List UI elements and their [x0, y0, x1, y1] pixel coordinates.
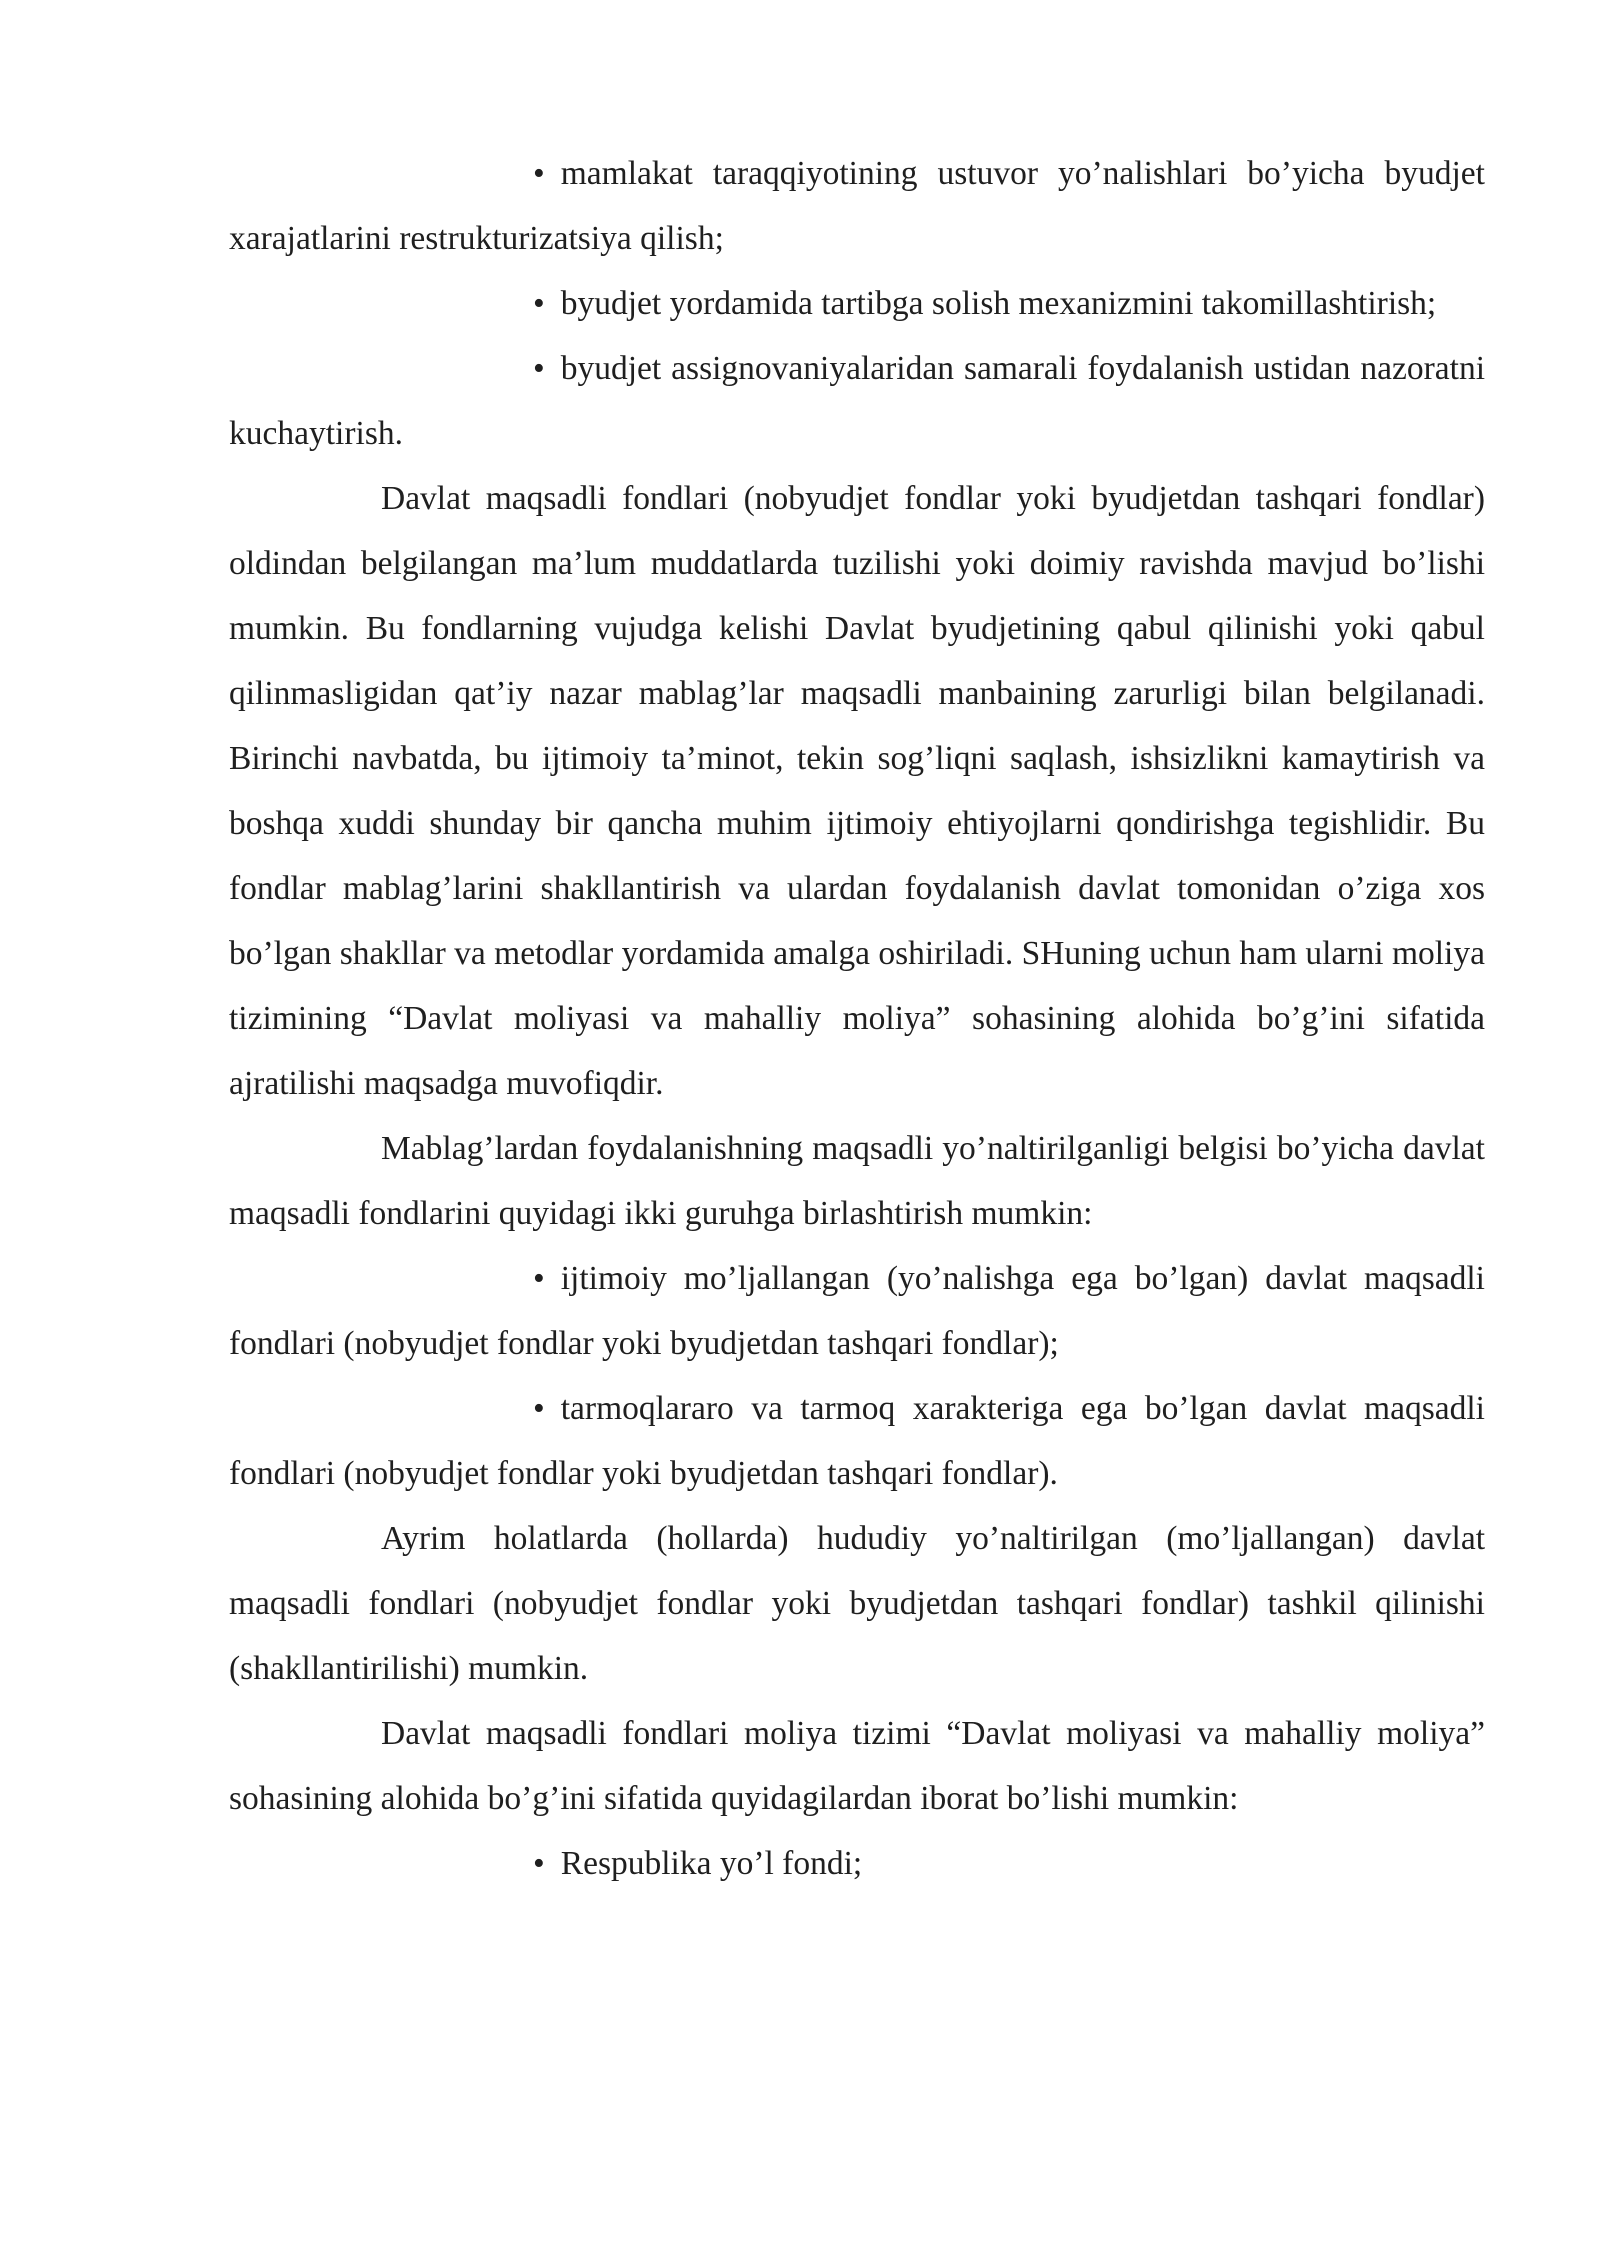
paragraph-text: ijtimoiy mo’ljallangan (yo’nalishga ega bo’lgan) davlat maqsadli fondlari (nobyudjet fondlar yoki byudjetdan tashqari fondlar); [229, 1260, 1485, 1362]
bullet-mark: • [533, 285, 545, 322]
bullet-paragraph [229, 141, 1485, 271]
body-paragraph [229, 1701, 1485, 1831]
paragraph-text: Davlat maqsadli fondlari (nobyudjet fondlar yoki byudjetdan tashqari fondlar) oldindan belgilangan ma’lum muddatlarda tuzilishi yoki doimiy ravishda mavjud bo’lishi mumkin. Bu fondlarning vujudga kelishi Davlat byudjetining qabul qilinishi yoki qabul qilinmasligidan qat’iy nazar mablag’lar maqsadli manbaining zarurligi bilan belgilanadi. Birinchi navbatda, bu ijtimoiy ta’minot, tekin sog’liqni saqlash, ishsizlikni kamaytirish va boshqa xuddi shunday bir qancha muhim ijtimoiy ehtiyojlarni qondirishga tegishlidir. Bu fondlar mablag’larini shakllantirish va ulardan foydalanish davlat tomonidan o’ziga xos bo’lgan shakllar va metodlar yordamida amalga oshiriladi. SHuning uchun ham ularni moliya tizimining “Davlat moliyasi va mahalliy moliya” sohasining alohida bo’g’ini sifatida ajratilishi maqsadga muvofiqdir. [229, 480, 1485, 1102]
paragraph-text: mamlakat taraqqiyotining ustuvor yo’nalishlari bo’yicha byudjet xarajatlarini restrukturizatsiya qilish; [229, 155, 1485, 257]
bullet-paragraph [229, 1376, 1485, 1506]
paragraph-text: tarmoqlararo va tarmoq xarakteriga ega bo’lgan davlat maqsadli fondlari (nobyudjet fondlar yoki byudjetdan tashqari fondlar). [229, 1390, 1485, 1492]
bullet-mark: • [533, 155, 545, 192]
paragraph-text: Davlat maqsadli fondlari moliya tizimi “Davlat moliyasi va mahalliy moliya” sohasining alohida bo’g’ini sifatida quyidagilardan iborat bo’lishi mumkin: [229, 1715, 1485, 1817]
body-paragraph [229, 1116, 1485, 1246]
bullet-mark: • [533, 1260, 545, 1297]
paragraph-text: byudjet yordamida tartibga solish mexanizmini takomillashtirish; [560, 285, 1437, 322]
bullet-paragraph [229, 271, 1485, 336]
bullet-mark: • [533, 1845, 545, 1882]
bullet-paragraph [229, 336, 1485, 466]
bullet-paragraph [229, 1246, 1485, 1376]
bullet-paragraph [229, 1831, 1485, 1896]
body-paragraph [229, 466, 1485, 1116]
document-page [229, 141, 1485, 1896]
paragraph-text: Mablag’lardan foydalanishning maqsadli yo’naltirilganligi belgisi bo’yicha davlat maqsadli fondlarini quyidagi ikki guruhga birlashtirish mumkin: [229, 1130, 1485, 1232]
body-paragraph [229, 1506, 1485, 1701]
bullet-mark: • [533, 350, 545, 387]
paragraph-text: Respublika yo’l fondi; [560, 1845, 863, 1882]
bullet-mark: • [533, 1390, 545, 1427]
paragraph-text: byudjet assignovaniyalaridan samarali foydalanish ustidan nazoratni kuchaytirish. [229, 350, 1485, 452]
paragraph-text: Ayrim holatlarda (hollarda) hududiy yo’naltirilgan (mo’ljallangan) davlat maqsadli fondlari (nobyudjet fondlar yoki byudjetdan tashqari fondlar) tashkil qilinishi (shakllantirilishi) mumkin. [229, 1520, 1485, 1687]
